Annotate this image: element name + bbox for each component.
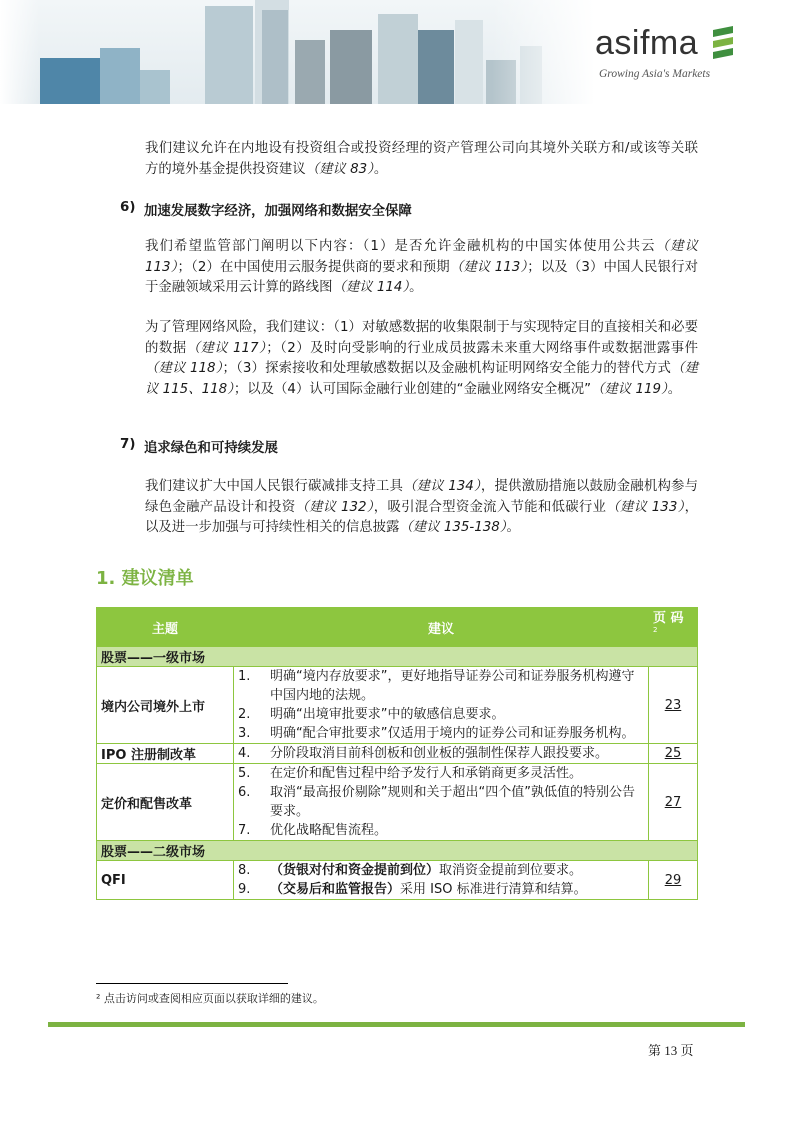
logo-tagline: Growing Asia's Markets <box>599 68 711 80</box>
page-cell <box>649 764 698 841</box>
table-row <box>97 764 698 841</box>
list-item: 5. 在定价和配售过程中给予发行人和承销商更多灵活性。 <box>238 766 583 781</box>
recommendation-cell <box>234 764 649 841</box>
table-row <box>97 744 698 764</box>
category-secondary-market: 股票——二级市场 <box>97 841 698 861</box>
topic-cell: QFI <box>97 861 234 900</box>
page-link[interactable]: 27 <box>664 794 682 810</box>
recommendation-cell <box>234 744 649 764</box>
list-item: 1. 明确“境内存放要求”，更好地指导证券公司和证券服务机构遵守中国内地的法规。 <box>238 669 635 703</box>
list-item: 3. 明确“配合审批要求”仅适用于境内的证券公司和证券服务机构。 <box>238 726 635 741</box>
page-cell <box>649 667 698 744</box>
page-number: 第 13 页 <box>648 1043 694 1058</box>
topic-cell: 境内公司境外上市 <box>97 667 234 744</box>
list-item: 4. 分阶段取消目前科创板和创业板的强制性保荐人跟投要求。 <box>238 746 609 761</box>
page-cell <box>649 744 698 764</box>
list-item: 6. 取消“最高报价剔除”规则和关于超出“四个值”孰低值的特别公告要求。 <box>238 785 635 819</box>
category-primary-market: 股票——一级市场 <box>97 647 698 667</box>
recommendation-cell <box>234 861 649 900</box>
header-page: 页 码 2 <box>649 608 698 647</box>
logo-stripes-icon <box>711 26 737 66</box>
page-link[interactable]: 25 <box>664 746 682 761</box>
page-link[interactable]: 29 <box>664 872 682 888</box>
paragraph-asset-management: 我们建议允许在内地设有投资组合或投资经理的资产管理公司向其境外关联方和/或该等关联方的境外基金提供投资建议（建议 83）。 <box>145 141 698 177</box>
footnote-marker: 2 <box>653 626 658 634</box>
list-item: 2. 明确“出境审批要求”中的敏感信息要求。 <box>238 707 505 722</box>
footer-bar <box>48 1022 745 1027</box>
asifma-logo <box>595 20 745 90</box>
logo-wordmark: asifma <box>595 24 699 62</box>
header-topic: 主题 <box>97 608 234 647</box>
list-item: 7. 优化战略配售流程。 <box>238 823 388 838</box>
paragraph-green-finance: 我们建议扩大中国人民银行碳减排支持工具（建议 134），提供激励措施以鼓励金融机构参与绿色金融产品设计和投资（建议 132），吸引混合型资金流入节能和低碳行业（建议 133），以及进一步加强与可持续性相关的信息披露（建议 135-138）。 <box>145 479 699 535</box>
recommendations-table <box>96 607 698 900</box>
page-header <box>0 0 793 104</box>
list-item: 8. （货银对付和资金提前到位）取消资金提前到位要求。 <box>238 863 583 878</box>
table-row <box>97 861 698 900</box>
topic-cell: IPO 注册制改革 <box>97 744 234 764</box>
topic-cell: 定价和配售改革 <box>97 764 234 841</box>
recommendations-heading: 1. 建议清单 <box>96 568 194 589</box>
header-recommendation: 建议 <box>234 608 649 647</box>
table-header-row <box>97 608 698 647</box>
page-cell <box>649 861 698 900</box>
footnote: ² 点击访问或查阅相应页面以获取详细的建议。 <box>96 992 324 1005</box>
page-link[interactable]: 23 <box>664 697 682 713</box>
paragraph-cyber-risk: 为了管理网络风险，我们建议：（1）对敏感数据的收集限制于与实现特定目的直接相关和必要的数据（建议 117）；（2）及时向受影响的行业成员披露未来重大网络事件或数据泄露事件（建议 118）；（3）探索接收和处理敏感数据以及金融机构证明网络安全能力的替代方式（建议 115、118）；以及（4）认可国际金融行业创建的“金融业网络安全概况”（建议 119）。 <box>145 320 698 397</box>
footnote-divider <box>96 983 288 984</box>
table-row <box>97 667 698 744</box>
category-row <box>97 841 698 861</box>
list-item: 9. （交易后和监管报告）采用 ISO 标准进行清算和结算。 <box>238 882 587 897</box>
category-row <box>97 647 698 667</box>
recommendation-cell <box>234 667 649 744</box>
paragraph-cloud: 我们希望监管部门阐明以下内容：（1）是否允许金融机构的中国实体使用公共云（建议 113）；（2）在中国使用云服务提供商的要求和预期（建议 113）；以及（3）中国人民银行对于金融领域采用云计算的路线图（建议 114）。 <box>145 239 698 295</box>
